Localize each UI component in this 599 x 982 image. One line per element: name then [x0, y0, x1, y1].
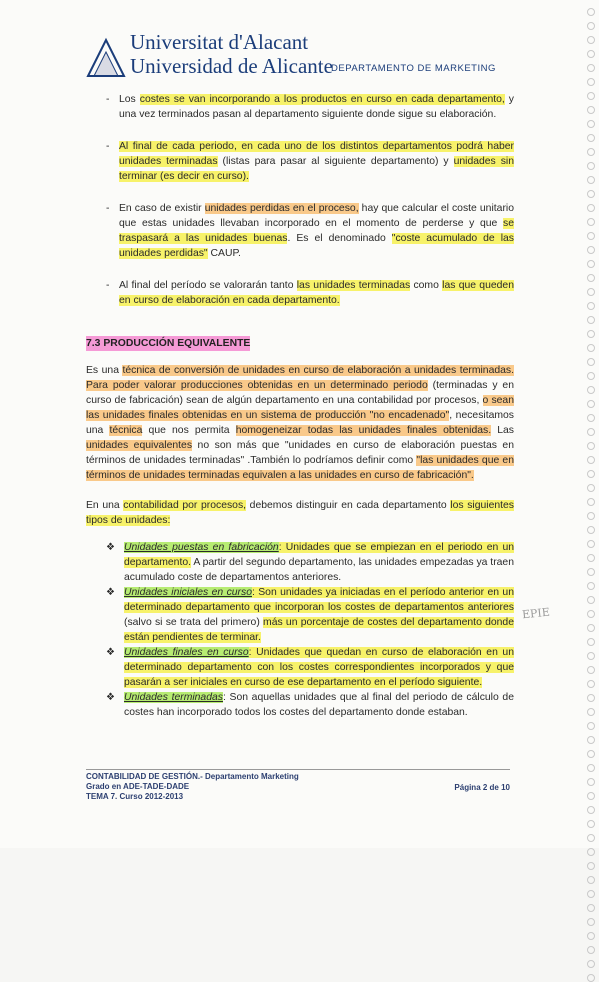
unit-type-final: ❖ Unidades finales en curso: Unidades que quedan en curso de elaboración en un determinado departamento con los costes correspondientes incorporados y que pasarán a ser iniciales en curso de ese departamento en el período siguiente. — [106, 647, 514, 688]
footer-topic: TEMA 7. Curso 2012-2013 — [86, 792, 184, 801]
footer-course: CONTABILIDAD DE GESTIÓN.- Departamento Marketing — [86, 772, 299, 781]
page-header — [86, 30, 566, 80]
bullet-valuation: - Al final del período se valorarán tanto las unidades terminadas como las que queden en curso de elaboración en cada departamento. — [106, 280, 514, 306]
section-title: 7.3 PRODUCCIÓN EQUIVALENTE — [86, 338, 251, 349]
binder-holes — [585, 8, 597, 838]
unit-type-initial: ❖ Unidades iniciales en curso: Son unidades ya iniciadas en el período anterior en un determinado departamento que incorporan los costes de departamentos anteriores (salvo si se trata del primero) más un porcentaje de costes del departamento donde están pendientes de terminar. — [106, 587, 514, 643]
paragraph-unit-types: En una contabilidad por procesos, debemos distinguir en cada departamento los siguientes tipos de unidades: — [86, 500, 514, 526]
paragraph-definition: Es una técnica de conversión de unidades en curso de elaboración a unidades terminadas. Para poder valorar producciones obtenidas en un determinado periodo (terminadas y en curso de fabricación) sean de algún departamento en una contabilidad por procesos, o sean las unidades finales obtenidas en un sistema de producción "no encadenado", necesitamos una técnica que nos permita homogeneizar todas las unidades finales obtenidas. Las unidades equivalentes no son más que "unidades en curso de elaboración puestas en términos de unidades terminadas" .También lo podríamos definir como "las unidades que en términos de unidades terminadas equivalen a las unidades en curso de fabricación". — [86, 365, 514, 481]
handwritten-note: EPIE — [521, 605, 551, 622]
footer-degree: Grado en ADE-TADE-DADE — [86, 782, 190, 791]
university-name-valencian: Universitat d'Alacant — [130, 30, 309, 54]
department-name: DEPARTAMENTO DE MARKETING — [331, 63, 496, 74]
unit-type-finished: ❖ Unidades terminadas: Son aquellas unidades que al final del periodo de cálculo de costes han incorporado todos los costes del departamento donde estaban. — [106, 692, 514, 718]
university-logo-icon — [86, 36, 126, 78]
unit-type-in-production: ❖ Unidades puestas en fabricación: Unidades que se empiezan en el periodo en un departamento. A partir del segundo departamento, las unidades empezadas ya traen acumulado coste de departamentos anteriores. — [106, 542, 514, 583]
page-footer — [86, 772, 510, 802]
bullet-end-of-period: - Al final de cada periodo, en cada uno de los distintos departamentos podrá haber unidades terminadas (listas para pasar al siguiente departamento) y unidades sin terminar (es decir en curso). — [106, 141, 514, 182]
university-name-spanish: Universidad de Alicante — [130, 54, 333, 78]
bullet-costs-incorporated: - Los costes se van incorporando a los productos en curso en cada departamento, y una vez terminados pasan al departamento siguiente donde sigue su elaboración. — [106, 94, 514, 120]
bullet-lost-units: - En caso de existir unidades perdidas en el proceso, hay que calcular el coste unitario que estas unidades llevaban incorporado en el momento de perderse y que se traspasará a las unidades buenas. Es el denominado "coste acumulado de las unidades perdidas" CAUP. — [106, 203, 514, 259]
document-body — [86, 92, 514, 720]
page-number: Página 2 de 10 — [454, 783, 510, 792]
